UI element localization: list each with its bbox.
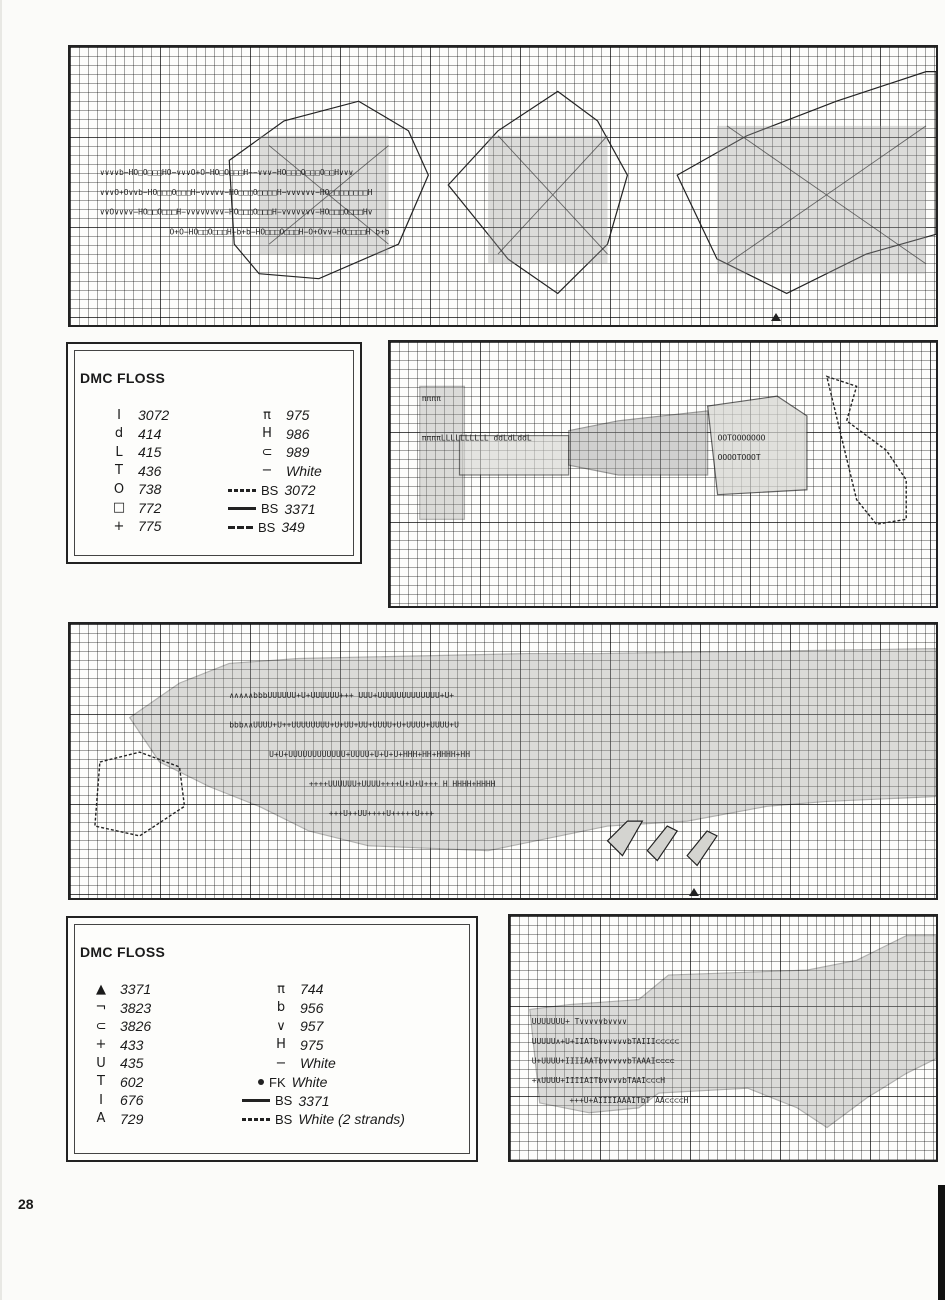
tee-symbol-icon: T: [97, 1074, 105, 1089]
floss-code: 349: [281, 519, 305, 535]
motif-symbols: ππππ: [421, 394, 441, 404]
h-symbol-icon: H: [262, 426, 272, 441]
pi-symbol-icon: π: [277, 981, 285, 997]
floss-key-row: [254, 406, 309, 424]
solid-line-icon: [228, 507, 258, 510]
motif-symbols: UUUUUUU+ T∨∨∨∨∨b∨∨∨∨: [531, 1017, 627, 1027]
bar-symbol-icon: I: [117, 407, 121, 423]
floss-key-row: [88, 1110, 143, 1128]
corner-symbol-icon: ¬: [95, 1000, 107, 1015]
motif-leg: [687, 831, 717, 865]
square-symbol-icon: □: [112, 500, 126, 515]
motif-symbols: +∧UUUU+IIIIAITb∨∨∨∨bTAAI⊂⊂⊂H: [531, 1076, 666, 1086]
motif-symbols: U+UUUU+IIIIAATb∨∨∨∨∨bTAAAI⊂⊂⊂⊂: [531, 1056, 675, 1066]
floss-code: 744: [300, 981, 324, 997]
floss-key-row: [106, 462, 161, 480]
floss-code: 3371: [120, 981, 152, 997]
pattern-chart-middle: [388, 340, 938, 608]
motif-symbols: ∨∨∨O+O∨∨b−HO□□□O□□□H−∨∨∨∨∨−HO□□□O□□□□H−∨∨∨∨∨∨−HO□□□□□□□□H: [99, 187, 373, 197]
floss-code: 775: [138, 518, 162, 534]
plus-symbol-icon: +: [113, 518, 125, 534]
floss-code: 986: [286, 425, 310, 442]
pattern-chart-top: [68, 45, 938, 327]
floss-code: 989: [286, 444, 310, 460]
motif-leg: [647, 826, 677, 860]
floss-key-bottom: [66, 916, 478, 1162]
triangle-symbol-icon: ▲: [96, 981, 106, 997]
floss-code: 729: [120, 1110, 144, 1127]
floss-key-row: [254, 462, 322, 480]
dotted-line-icon: [242, 1118, 272, 1121]
binding-edge: [938, 1185, 945, 1300]
pi-symbol-icon: π: [263, 407, 271, 423]
v-symbol-icon: ∨: [276, 1018, 286, 1034]
floss-key-row: [106, 517, 161, 535]
floss-key-row: [254, 443, 309, 461]
floss-code: 3823: [120, 999, 152, 1016]
b-symbol-icon: b: [276, 1000, 286, 1015]
bar-symbol-icon: I: [99, 1092, 103, 1108]
floss-key-row: [106, 443, 161, 461]
floss-code: 414: [138, 425, 162, 442]
backstitch-row: [228, 500, 316, 518]
floss-code: White: [291, 1074, 328, 1090]
floss-key-row: [88, 1017, 151, 1035]
stitch-type-label: BS: [261, 501, 279, 516]
floss-code: 3072: [284, 482, 316, 498]
center-marker-third: [689, 888, 699, 896]
key-title: DMC FLOSS: [80, 370, 166, 386]
floss-code: White (2 strands): [298, 1111, 405, 1127]
dotted-line-icon: [228, 489, 258, 492]
floss-code: 957: [300, 1018, 324, 1034]
floss-code: 415: [138, 444, 162, 460]
motif-outline: [708, 396, 807, 495]
motif-outline: [130, 649, 936, 851]
floss-code: 975: [286, 407, 310, 423]
floss-code: 3826: [120, 1018, 152, 1034]
plus-symbol-icon: +: [95, 1037, 107, 1052]
floss-code: 956: [300, 999, 324, 1016]
motif-symbols: bbb∧∧UUUU+U++UUUUUUUU+U+UU+UU+UUUU+U+UUUU+UUUU+U: [229, 720, 459, 730]
tee-symbol-icon: T: [115, 463, 123, 478]
floss-key-row: [254, 425, 309, 443]
d-symbol-icon: d: [114, 426, 124, 441]
motif-symbols: ∨∨O∨∨∨∨−HO□□O□□□H−∨∨∨∨∨∨∨∨−HO□□□O□□□H−∨∨∨∨∨∨∨−HO□□□O□□□H∨: [99, 207, 373, 217]
dash-symbol-icon: −: [275, 1055, 287, 1071]
motif-symbols: OOTOOOOOOO: [717, 433, 766, 443]
ell-symbol-icon: L: [115, 444, 123, 460]
u-symbol-icon: U: [96, 1055, 106, 1071]
backstitch-row: [242, 1110, 405, 1128]
floss-key-row: [268, 1017, 323, 1035]
floss-key-row: [106, 480, 161, 498]
floss-key-row: [268, 980, 323, 998]
c-symbol-icon: ⊂: [261, 444, 273, 460]
stitch-type-label: BS: [275, 1111, 293, 1127]
floss-key-row: [268, 1054, 336, 1072]
backstitch-row: [228, 481, 316, 499]
floss-key-row: [268, 999, 323, 1017]
h-symbol-icon: H: [276, 1037, 286, 1052]
floss-key-row: [88, 980, 151, 998]
page-crease: [0, 0, 2, 1300]
floss-code: 3371: [298, 1092, 330, 1109]
floss-code: 3371: [284, 500, 316, 517]
pattern-chart-bottom: [508, 914, 938, 1162]
floss-key-row: [106, 406, 169, 424]
dashed-line-icon: [228, 526, 255, 529]
floss-key-row: [88, 999, 151, 1017]
backstitch-row: [242, 1092, 330, 1110]
floss-key-row: [268, 1036, 323, 1054]
floss-code: 772: [138, 499, 162, 516]
motif-symbols: UUUUU∧+U+IIATb∨∨∨∨∨∨bTAIII⊂⊂⊂⊂⊂: [531, 1036, 680, 1046]
floss-code: White: [286, 462, 322, 479]
floss-key-top: [66, 342, 362, 564]
floss-code: 435: [120, 1055, 144, 1071]
chart-top-motif: [70, 47, 936, 325]
motif-symbols: ++++UUUUUU+UUUU++++U+U+U+++ H HHHH+HHHH: [308, 779, 496, 789]
page-number: 28: [18, 1196, 34, 1212]
dash-symbol-icon: −: [261, 463, 273, 478]
motif-symbols: O+O−HO□□O□□□H−b+b−HO□□□O□□□H−O+O∨∨−HO□□□□H b+b: [169, 227, 390, 237]
motif-outline: [569, 411, 708, 475]
stitch-type-label: FK: [269, 1074, 286, 1090]
chart-third-motif: [70, 624, 936, 898]
floss-key-row: [88, 1073, 143, 1091]
pattern-chart-third: [68, 622, 938, 900]
center-marker-top: [771, 313, 781, 321]
dot-line-icon: [242, 1079, 266, 1085]
motif-symbols: +++U++UU++++U+++++U+++: [328, 809, 435, 819]
stitch-type-label: BS: [258, 519, 276, 535]
key-title: DMC FLOSS: [80, 944, 166, 960]
floss-code: 676: [120, 1092, 144, 1108]
motif-symbols: U+U+UUUUUUUUUUUU+UUUU+U+U+U+HHH+HH+HHHH+HH: [269, 750, 470, 760]
floss-key-row: [106, 499, 161, 517]
solid-line-icon: [242, 1099, 272, 1102]
motif-outline: [827, 376, 906, 524]
c-symbol-icon: ⊂: [95, 1018, 107, 1034]
floss-key-row: [88, 1091, 143, 1109]
chart-middle-motif: [390, 342, 936, 606]
motif-symbols: OOOOTOOOT: [717, 453, 761, 463]
a-symbol-icon: A: [96, 1111, 106, 1126]
floss-key-row: [88, 1036, 143, 1054]
floss-code: 436: [138, 462, 162, 479]
circle-symbol-icon: O: [113, 481, 125, 497]
motif-symbols: +++U+AIIIIAAAITbT AA⊂⊂⊂⊂H: [569, 1095, 689, 1105]
motif-symbols: ∧∧∧∧∧bbbUUUUUU+U+UUUUUU+++ UUU+UUUUUUUUUUUUU+U+: [229, 690, 455, 700]
motif-block: [420, 386, 465, 519]
floss-code: 975: [300, 1036, 324, 1053]
motif-symbols: ∨∨∨∨b−HO□O□□□HO−∨∨∨O+O−HO□O□□□H−−∨∨∨−HO□□□O□□□O□□H∨∨∨: [99, 168, 354, 178]
floss-key-row: [88, 1054, 143, 1072]
floss-key-row: [106, 425, 161, 443]
stitch-type-label: BS: [275, 1093, 293, 1108]
motif-symbols: ππππLLLLLLLLLL ddLdLddL: [421, 433, 532, 443]
stitch-type-label: BS: [261, 482, 279, 498]
floss-code: 602: [120, 1073, 144, 1090]
floss-code: White: [300, 1055, 336, 1071]
backstitch-row: [242, 1073, 327, 1091]
floss-code: 738: [138, 481, 162, 497]
floss-code: 3072: [138, 407, 170, 423]
floss-code: 433: [120, 1036, 144, 1053]
chart-bottom-motif: [510, 916, 936, 1160]
backstitch-row: [228, 518, 305, 536]
